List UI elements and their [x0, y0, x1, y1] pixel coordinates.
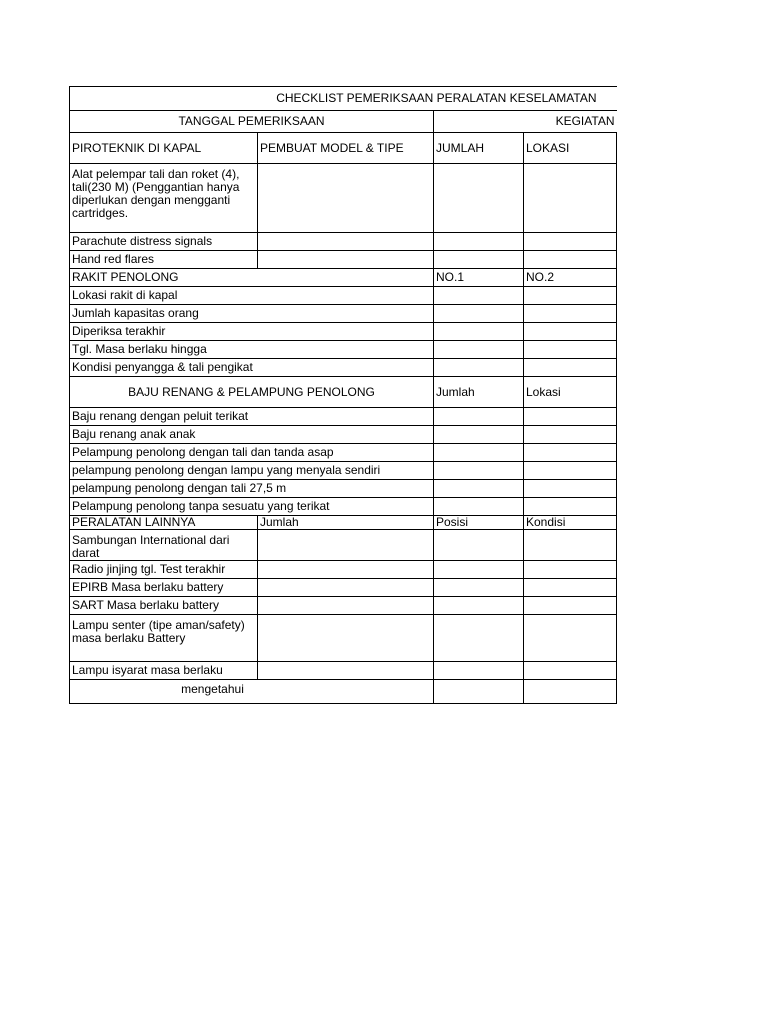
table-row [70, 530, 617, 561]
jumlah-cell[interactable] [258, 662, 434, 680]
piroteknik-header-row [70, 133, 617, 164]
lokasi-cell[interactable] [524, 480, 617, 498]
posisi-cell[interactable] [434, 561, 524, 579]
column-header: Jumlah [258, 516, 434, 530]
jumlah-cell[interactable] [258, 530, 434, 561]
kegiatan-label: KEGIATAN [434, 111, 617, 133]
no1-cell[interactable] [434, 323, 524, 341]
jumlah-cell[interactable] [434, 444, 524, 462]
table-row [70, 662, 617, 680]
title-row [70, 87, 617, 111]
signature-cell[interactable] [524, 680, 617, 704]
lokasi-cell[interactable] [524, 233, 617, 251]
table-row [70, 561, 617, 579]
table-row [70, 480, 617, 498]
item-label: SART Masa berlaku battery [70, 597, 258, 615]
jumlah-cell[interactable] [434, 251, 524, 269]
column-header: PERALATAN LAINNYA [70, 516, 258, 530]
column-header: JUMLAH [434, 133, 524, 164]
kondisi-cell[interactable] [524, 530, 617, 561]
item-label: Pelampung penolong tanpa sesuatu yang terikat [70, 498, 434, 516]
item-label: Radio jinjing tgl. Test terakhir [70, 561, 258, 579]
section-heading: RAKIT PENOLONG [70, 269, 434, 287]
item-label: Pelampung penolong dengan tali dan tanda asap [70, 444, 434, 462]
checklist-table [69, 86, 617, 704]
lokasi-cell[interactable] [524, 251, 617, 269]
item-label: pelampung penolong dengan tali 27,5 m [70, 480, 434, 498]
no1-cell[interactable] [434, 287, 524, 305]
kondisi-cell[interactable] [524, 561, 617, 579]
kondisi-cell[interactable] [524, 615, 617, 662]
table-row [70, 164, 617, 233]
table-row [70, 233, 617, 251]
table-row [70, 498, 617, 516]
no2-cell[interactable] [524, 341, 617, 359]
lokasi-cell[interactable] [524, 164, 617, 233]
column-header: PIROTEKNIK DI KAPAL [70, 133, 258, 164]
table-row [70, 426, 617, 444]
item-label: EPIRB Masa berlaku battery [70, 579, 258, 597]
table-row [70, 287, 617, 305]
tanggal-pemeriksaan-label: TANGGAL PEMERIKSAAN [70, 111, 434, 133]
jumlah-cell[interactable] [258, 597, 434, 615]
model-cell[interactable] [258, 251, 434, 269]
table-row [70, 305, 617, 323]
jumlah-cell[interactable] [258, 579, 434, 597]
no1-cell[interactable] [434, 341, 524, 359]
table-row [70, 597, 617, 615]
item-label: Baju renang anak anak [70, 426, 434, 444]
signature-cell[interactable] [434, 680, 524, 704]
posisi-cell[interactable] [434, 530, 524, 561]
table-row [70, 615, 617, 662]
no2-cell[interactable] [524, 323, 617, 341]
item-label: Kondisi penyangga & tali pengikat [70, 359, 434, 377]
baju-header-row [70, 377, 617, 408]
item-label: Parachute distress signals [70, 233, 258, 251]
jumlah-cell[interactable] [434, 480, 524, 498]
no2-cell[interactable] [524, 305, 617, 323]
table-row [70, 579, 617, 597]
item-label: Alat pelempar tali dan roket (4), tali(230 M) (Penggantian hanya diperlukan dengan mengganti cartridges. [70, 164, 258, 233]
rakit-header-row [70, 269, 617, 287]
lokasi-cell[interactable] [524, 462, 617, 480]
lokasi-cell[interactable] [524, 498, 617, 516]
column-header: Lokasi [524, 377, 617, 408]
column-header: Posisi [434, 516, 524, 530]
lokasi-cell[interactable] [524, 408, 617, 426]
model-cell[interactable] [258, 233, 434, 251]
lokasi-cell[interactable] [524, 444, 617, 462]
jumlah-cell[interactable] [434, 462, 524, 480]
posisi-cell[interactable] [434, 615, 524, 662]
item-label: Lampu senter (tipe aman/safety) masa berlaku Battery [70, 615, 258, 662]
item-label: pelampung penolong dengan lampu yang menyala sendiri [70, 462, 434, 480]
table-row [70, 323, 617, 341]
jumlah-cell[interactable] [434, 164, 524, 233]
item-label: Lampu isyarat masa berlaku [70, 662, 258, 680]
posisi-cell[interactable] [434, 597, 524, 615]
table-row [70, 341, 617, 359]
column-header: Kondisi [524, 516, 617, 530]
item-label: Hand red flares [70, 251, 258, 269]
no1-cell[interactable] [434, 305, 524, 323]
kondisi-cell[interactable] [524, 579, 617, 597]
column-header: NO.2 [524, 269, 617, 287]
item-label: Jumlah kapasitas orang [70, 305, 434, 323]
jumlah-cell[interactable] [434, 233, 524, 251]
column-header: PEMBUAT MODEL & TIPE [258, 133, 434, 164]
table-row [70, 251, 617, 269]
posisi-cell[interactable] [434, 662, 524, 680]
mengetahui-label: mengetahui [70, 680, 434, 704]
kondisi-cell[interactable] [524, 597, 617, 615]
model-cell[interactable] [258, 164, 434, 233]
jumlah-cell[interactable] [434, 426, 524, 444]
item-label: Diperiksa terakhir [70, 323, 434, 341]
date-row [70, 111, 617, 133]
table-row [70, 408, 617, 426]
page-title: CHECKLIST PEMERIKSAAN PERALATAN KESELAMATAN [70, 87, 617, 111]
lokasi-cell[interactable] [524, 426, 617, 444]
table-row [70, 359, 617, 377]
no1-cell[interactable] [434, 359, 524, 377]
column-header: Jumlah [434, 377, 524, 408]
jumlah-cell[interactable] [434, 408, 524, 426]
item-label: Baju renang dengan peluit terikat [70, 408, 434, 426]
item-label: Tgl. Masa berlaku hingga [70, 341, 434, 359]
table-row [70, 444, 617, 462]
posisi-cell[interactable] [434, 579, 524, 597]
table-row [70, 462, 617, 480]
lainnya-header-row [70, 516, 617, 530]
no2-cell[interactable] [524, 359, 617, 377]
item-label: Lokasi rakit di kapal [70, 287, 434, 305]
item-label: Sambungan International dari darat [70, 530, 258, 561]
kondisi-cell[interactable] [524, 662, 617, 680]
jumlah-cell[interactable] [258, 615, 434, 662]
column-header: NO.1 [434, 269, 524, 287]
column-header: LOKASI [524, 133, 617, 164]
jumlah-cell[interactable] [434, 498, 524, 516]
section-heading: BAJU RENANG & PELAMPUNG PENOLONG [70, 377, 434, 408]
no2-cell[interactable] [524, 287, 617, 305]
jumlah-cell[interactable] [258, 561, 434, 579]
footer-row [70, 680, 617, 704]
